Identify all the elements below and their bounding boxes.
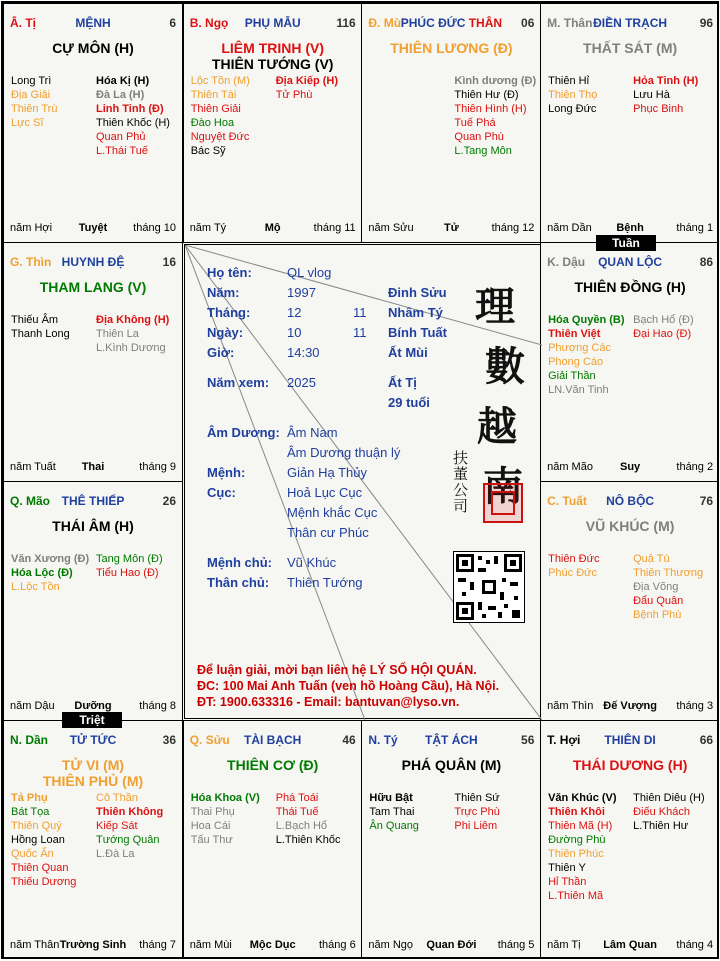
palace-header [368,16,534,32]
minor-star: Thiên Thọ [548,89,598,101]
palace-can-chi: N. Dần [10,733,49,747]
minor-star: L.Tang Môn [454,145,512,157]
palace-footer [10,939,176,953]
palace-name-text: TẬT ÁCH [425,733,478,747]
calligraphy-char-4: 南 [483,463,523,510]
palace-tu-tuc [3,720,183,959]
palace-year: năm Sửu [368,222,414,234]
palace-number: 86 [699,255,714,269]
minor-star: L.Kình Dương [96,342,166,354]
stars-right [276,74,338,102]
minor-star: Tấu Thư [190,834,233,846]
stars-right [96,791,163,861]
minor-star: Phi Liêm [454,820,498,832]
palace-phu-mau [183,3,363,243]
minor-star: Đà La (H) [96,89,145,101]
minor-star: Bạch Hổ (Đ) [633,314,694,326]
minor-star: Hóa Khoa (V) [190,792,260,804]
minor-star: Thiên Hỉ [548,75,590,87]
than-chu-value: Thiên Tướng [287,575,363,590]
palace-huynh-de [3,242,183,482]
main-star: THÁI DƯƠNG (H) [572,757,688,773]
stars-right [633,313,694,341]
palace-number: 56 [521,733,535,747]
palace-stage: Trường Sinh [59,939,127,951]
palace-month: tháng 4 [676,939,714,951]
palace-quan-loc [540,242,719,482]
palace-name-text: THIÊN DI [604,733,656,747]
minor-star: L.Đà La [96,848,135,860]
minor-star: Phong Cáo [548,356,604,368]
contact-block [197,662,537,710]
palace-footer [368,939,534,953]
main-star: VŨ KHÚC (M) [585,518,675,534]
minor-star: Trực Phù [454,806,500,818]
palace-name-text: TÀI BẠCH [244,733,302,747]
label-am-duong: Âm Dương: [207,425,280,440]
palace-name-text: MỆNH [75,16,111,30]
minor-star: Tử Phù [275,89,313,101]
palace-header [10,16,176,32]
palace-name-text: ĐIỀN TRẠCH [593,16,668,30]
qr-code [453,551,525,623]
minor-star: Giải Thần [548,370,596,382]
stars-left [548,552,599,580]
stars-left [11,791,76,889]
minor-star: Lộc Tồn (M) [190,75,250,87]
minor-star: L.Lộc Tồn [11,581,60,593]
center-info-panel [184,244,541,719]
palace-name [368,16,534,30]
palace-can-chi: M. Thân [547,16,593,30]
main-star: THIÊN ĐỒNG (H) [574,279,686,295]
palace-year: năm Dần [547,222,592,234]
minor-star: Long Đức [548,103,597,115]
palace-month: tháng 9 [139,461,176,473]
minor-star: Hóa Kị (H) [96,75,150,87]
palace-can-chi: Q. Sửu [189,733,230,747]
palace-header [10,733,176,749]
palace-stage: Thai [81,461,105,473]
minor-star: Linh Tinh (Đ) [96,103,164,115]
minor-star: Thiên Diêu (H) [633,792,705,804]
palace-header [368,733,534,749]
calligraphy-char-1: 理 [475,283,515,330]
thang-can-chi: Nhâm Tý [388,305,443,320]
palace-header [547,255,713,271]
main-star: THIÊN TƯỚNG (V) [211,56,334,72]
palace-number: 116 [336,16,356,30]
minor-star: Hỏa Tinh (H) [633,75,699,87]
minor-star: Thiên Tài [190,89,237,101]
minor-star: Văn Khúc (V) [548,792,617,804]
palace-footer [190,222,356,236]
palace-stage: Dưỡng [74,700,112,712]
minor-star: Đại Hao (Đ) [633,328,692,340]
palace-number: 06 [521,16,535,30]
minor-star: Thiên Phúc [548,848,604,860]
minor-star: Phượng Các [548,342,611,354]
minor-star: Đào Hoa [190,117,235,129]
triet-badge: Triệt [62,712,122,728]
palace-number: 66 [699,733,714,747]
palace-stage: Lâm Quan [603,939,657,951]
minor-star: L.Thiên Hư [633,820,689,832]
tuan-badge: Tuần [596,235,656,251]
palace-header [547,494,713,510]
palace-month: tháng 12 [491,222,535,234]
palace-month: tháng 8 [139,700,176,712]
ho-ten-value: QL vlog [287,265,332,280]
palace-year: năm Ngọ [368,939,414,951]
minor-star: Địa Không (H) [96,314,170,326]
palace-stage: Tử [444,222,459,234]
palace-number: 76 [699,494,714,508]
minor-star: Thiên La [96,328,139,340]
minor-star: Tam Thai [369,806,415,818]
palace-stage: Suy [620,461,641,473]
red-seal-stamp [483,483,523,523]
thang-value: 12 [287,305,302,320]
minor-star: Văn Xương (Đ) [11,553,90,565]
nam-xem-value: 2025 [287,375,316,390]
palace-year: năm Thân [10,939,60,951]
palace-stage: Tuyệt [78,222,108,234]
menh-value: Giản Hạ Thủy [287,465,367,480]
palace-month: tháng 7 [139,939,176,951]
minor-star: Bác Sỹ [190,145,226,157]
palace-footer [10,222,176,236]
minor-star: Quan Phù [454,131,504,143]
ngay-am-value: 11 [353,325,367,340]
stars-right [96,313,169,355]
palace-year: năm Thìn [547,700,594,712]
main-star: TỬ VI (M) [61,757,125,773]
palace-year: năm Tị [547,939,581,951]
minor-star: Thiên Quan [11,862,69,874]
palace-stage: Bệnh [616,222,644,234]
palace-can-chi: C. Tuất [547,494,587,508]
cuc-value: Hoả Lục Cục [287,485,363,500]
minor-star: Thiên Không [96,806,164,818]
palace-phuc-duc [361,3,541,243]
palace-no-boc [540,481,719,721]
minor-star: Điếu Khách [633,806,690,818]
palace-name-text: QUAN LỘC [598,255,663,269]
stars-right [96,552,163,580]
main-star: THIÊN CƠ (Đ) [227,757,319,773]
palace-name-text: TỬ TỨC [69,733,117,747]
label-nam-xem: Năm xem: [207,375,270,390]
main-star: THẤT SÁT (M) [583,40,678,56]
palace-header [547,733,713,749]
than-cu-value: Thân cư Phúc [287,525,369,540]
palace-the-thiep [3,481,183,721]
palace-header [190,733,356,749]
contact-line-2: ĐC: 100 Mai Anh Tuấn (ven hồ Hoàng Cầu), Hà Nội. [197,679,500,693]
stars-left [548,313,624,397]
stars-right [454,74,536,158]
label-than-chu: Thân chủ: [207,575,270,590]
minor-star: LN.Văn Tinh [548,384,609,396]
minor-star: Đẩu Quân [633,595,684,607]
minor-star: Long Trì [11,75,52,87]
minor-star: Bát Tọa [11,806,50,818]
minor-star: Thiên Sứ [454,792,500,804]
tuvi-chart [1,1,719,959]
minor-star: Kình dương (Đ) [454,75,537,87]
minor-star: Tang Môn (Đ) [96,553,163,565]
palace-stage: Quan Đới [426,939,477,951]
minor-star: Quốc Ấn [11,848,54,860]
stars-right [633,74,698,116]
palace-can-chi: Q. Mão [10,494,51,508]
palace-month: tháng 11 [313,222,356,234]
palace-stage: Mộ [264,222,281,234]
minor-star: Thiên Hình (H) [454,103,527,115]
palace-name-text: PHÚC ĐỨC [400,16,466,30]
minor-star: Nguyệt Đức [190,131,250,143]
ngay-value: 10 [287,325,302,340]
stars-left [548,74,597,116]
label-menh: Mệnh: [207,465,246,480]
palace-stage: Đế Vượng [603,700,657,712]
palace-name [547,494,713,508]
palace-header [190,16,356,32]
palace-dien-trach [540,3,719,243]
minor-star: Thiên Khôi [548,806,605,818]
main-star: THÁI ÂM (H) [52,518,134,534]
minor-star: Hỉ Thần [548,876,587,888]
minor-star: Thiên Hư (Đ) [454,89,519,101]
minor-star: Quan Phủ [96,131,146,143]
minor-star: Hồng Loan [11,834,65,846]
stars-left [11,552,89,594]
label-menh-chu: Mệnh chủ: [207,555,272,570]
main-star: PHÁ QUÂN (M) [401,757,502,773]
gio-can-chi: Ất Mùi [388,345,428,360]
palace-footer [547,939,713,953]
minor-star: Địa Giải [11,89,51,101]
palace-name [547,255,713,269]
palace-can-chi: K. Dậu [547,255,586,269]
minor-star: Thiên Y [548,862,586,874]
palace-month: tháng 6 [318,939,356,951]
main-star: THIÊN PHỦ (M) [42,773,144,789]
nam-can-chi: Đinh Sửu [388,285,447,300]
palace-name [10,733,176,747]
minor-star: Tướng Quân [96,834,160,846]
palace-can-chi: Â. Tị [10,16,36,30]
palace-stage: Mộc Dục [249,939,296,951]
palace-name [190,16,356,30]
label-ho-ten: Họ tên: [207,265,252,280]
palace-number: 46 [342,733,356,747]
minor-star: Kiếp Sát [96,820,138,832]
palace-can-chi: Đ. Mùi [368,16,405,30]
menh-cuc-relation: Mệnh khắc Cục [287,505,378,520]
minor-star: Hóa Quyền (B) [548,314,625,326]
palace-footer [547,461,713,475]
calligraphy-small: 扶 董 公 司 [453,449,469,515]
minor-star: Thiên Trù [11,103,58,115]
stars-left [191,791,260,847]
palace-number: 6 [169,16,176,30]
minor-star: Quả Tú [633,553,670,565]
minor-star: Tiểu Hao (Đ) [96,567,159,579]
thang-am-value: 11 [353,305,367,320]
palace-footer [10,461,176,475]
palace-year: năm Dậu [10,700,55,712]
main-star: THAM LANG (V) [39,279,147,295]
palace-footer [190,939,356,953]
palace-can-chi: G. Thìn [10,255,52,269]
palace-tai-bach [183,720,363,959]
palace-year: năm Mùi [189,939,232,951]
label-ngay: Ngày: [207,325,244,340]
am-duong-ly-value: Âm Dương thuận lý [287,445,401,460]
palace-footer [547,700,713,714]
palace-month: tháng 3 [676,700,714,712]
palace-menh [3,3,183,243]
stars-left [369,791,419,833]
palace-name-text: PHỤ MẪU [244,16,301,30]
stars-right [276,791,341,847]
minor-star: Thiên Việt [548,328,601,340]
main-star: THIÊN LƯƠNG (Đ) [390,40,513,56]
menh-chu-value: Vũ Khúc [287,555,337,570]
contact-line-3: ĐT: 1900.633316 - Email: bantuvan@lyso.vn. [197,695,460,709]
palace-name [547,16,713,30]
palace-name [190,733,356,747]
stars-left [548,791,616,903]
minor-star: Thiên Khốc (H) [96,117,170,129]
minor-star: L.Bạch Hổ [275,820,328,832]
minor-star: Cô Thần [96,792,138,804]
palace-year: năm Tuất [10,461,56,473]
palace-name-text: HUYNH ĐỆ [61,255,125,269]
than-marker: THÂN [468,16,503,30]
palace-thien-di [540,720,719,959]
palace-tat-ach [361,720,541,959]
palace-number: 96 [699,16,714,30]
palace-name [547,733,713,747]
palace-header [10,494,176,510]
palace-month: tháng 2 [676,461,714,473]
stars-left [11,313,70,341]
minor-star: L.Thiên Khốc [275,834,341,846]
palace-year: năm Mão [547,461,593,473]
stars-left [11,74,57,130]
nam-value: 1997 [287,285,316,300]
main-star: CỰ MÔN (H) [52,40,134,56]
minor-star: Bệnh Phù [633,609,682,621]
minor-star: Thiếu Dương [11,876,77,888]
palace-name [10,494,176,508]
contact-line-1: Để luận giải, mời bạn liên hệ LÝ SỐ HỘI QUÁN. [197,663,477,677]
minor-star: Lưu Hà [633,89,670,101]
label-gio: Giờ: [207,345,235,360]
minor-star: Phá Toái [275,792,319,804]
label-nam: Năm: [207,285,240,300]
palace-number: 26 [162,494,176,508]
tuoi-value: 29 tuổi [388,395,430,410]
label-cuc: Cục: [207,485,236,500]
minor-star: L.Thái Tuế [96,145,148,157]
palace-number: 16 [162,255,176,269]
palace-footer [547,222,713,236]
palace-name [10,16,176,30]
stars-right [454,791,499,833]
palace-name [368,733,534,747]
minor-star: Thanh Long [11,328,70,340]
palace-year: năm Tý [189,222,227,234]
palace-header [547,16,713,32]
palace-number: 36 [162,733,176,747]
minor-star: Phục Binh [633,103,684,115]
label-thang: Tháng: [207,305,251,320]
main-star: LIÊM TRINH (V) [221,40,325,56]
minor-star: Đường Phù [548,834,606,846]
palace-month: tháng 1 [676,222,714,234]
palace-can-chi: T. Hợi [547,733,581,747]
calligraphy-char-3: 越 [477,403,517,450]
minor-star: Thiên Mã (H) [548,820,613,832]
minor-star: Tuế Phá [454,117,496,129]
am-duong-value: Âm Nam [287,425,338,440]
calligraphy-char-2: 數 [485,343,525,390]
minor-star: Ân Quang [369,820,419,832]
palace-month: tháng 10 [133,222,176,234]
minor-star: Thiên Quý [11,820,62,832]
minor-star: Hữu Bật [369,792,413,804]
palace-month: tháng 5 [497,939,535,951]
minor-star: Phúc Đức [548,567,598,579]
ngay-can-chi: Bính Tuất [388,325,447,340]
minor-star: Thái Tuế [275,806,319,818]
palace-can-chi: N. Tý [368,733,398,747]
minor-star: Thiếu Âm [11,314,59,326]
minor-star: Hóa Lộc (Đ) [11,567,73,579]
minor-star: Địa Kiếp (H) [275,75,339,87]
minor-star: Thiên Đức [548,553,600,565]
palace-header [10,255,176,271]
gio-value: 14:30 [287,345,320,360]
stars-right [633,791,705,833]
palace-name [10,255,176,269]
nam-xem-can-chi: Ất Tị [388,375,417,390]
palace-year: năm Hợi [10,222,53,234]
palace-footer [368,222,534,236]
stars-left [191,74,250,158]
minor-star: Hoa Cái [190,820,231,832]
stars-right [633,552,703,622]
minor-star: L.Thiên Mã [548,890,604,902]
minor-star: Thiên Thương [633,567,704,579]
minor-star: Thai Phụ [190,806,235,818]
minor-star: Lực Sĩ [11,117,44,129]
palace-name-text: NÔ BỘC [606,494,655,508]
stars-right [96,74,170,158]
palace-can-chi: B. Ngọ [189,16,229,30]
minor-star: Địa Võng [633,581,679,593]
palace-name-text: THÊ THIẾP [61,494,125,508]
minor-star: Thiên Giải [190,103,241,115]
minor-star: Tả Phụ [11,792,48,804]
